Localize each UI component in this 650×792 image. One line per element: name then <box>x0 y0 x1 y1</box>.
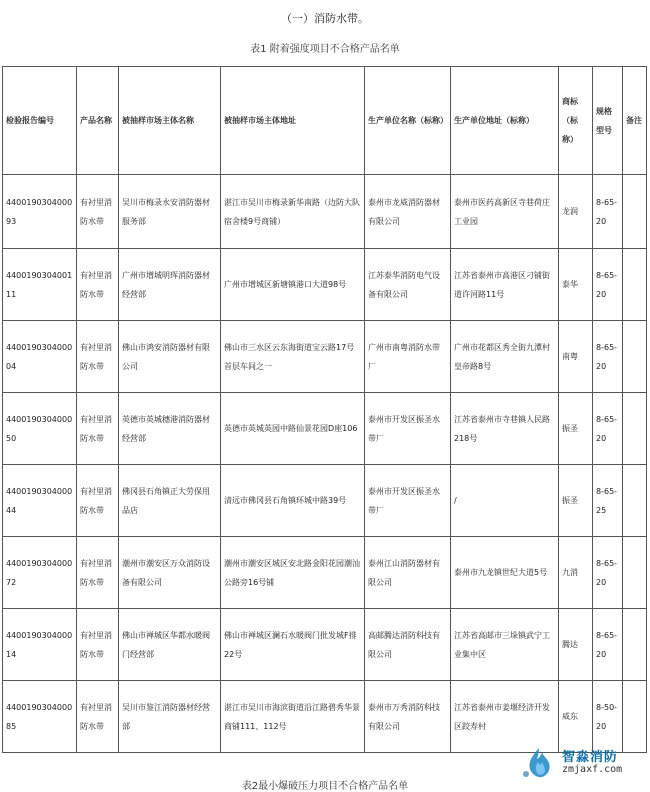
cell-manufacturer: 泰州市开发区振圣水带厂 <box>365 393 451 465</box>
cell-trademark: 振圣 <box>559 465 593 537</box>
cell-market-entity-address: 湛江市吴川市梅录新华南路（边防大队宿舍楼9号商铺） <box>221 175 365 249</box>
cell-product-name: 有衬里消防水带 <box>77 393 119 465</box>
cell-trademark: 泰华 <box>559 249 593 321</box>
table-header-row <box>3 67 647 175</box>
cell-market-entity-name: 佛山市禅城区华都水暖阀门经营部 <box>119 609 221 681</box>
cell-manufacturer: 江苏泰华消防电气设备有限公司 <box>365 249 451 321</box>
site-watermark <box>518 744 648 782</box>
cell-product-name: 有衬里消防水带 <box>77 175 119 249</box>
cell-product-name: 有衬里消防水带 <box>77 609 119 681</box>
table-row <box>3 249 647 321</box>
cell-model: 8-65-20 <box>593 609 623 681</box>
cell-remark <box>623 249 647 321</box>
cell-market-entity-address: 潮州市潮安区城区安北路金阳花园潮汕公路旁16号铺 <box>221 537 365 609</box>
cell-product-name: 有衬里消防水带 <box>77 465 119 537</box>
cell-manufacturer-address: 江苏省泰州市姜堰经济开发区跤寿村 <box>451 681 559 753</box>
cell-trademark: 振圣 <box>559 393 593 465</box>
cell-model: 8-65-20 <box>593 537 623 609</box>
header-product-name: 产品名称 <box>77 67 119 175</box>
cell-manufacturer-address: 江苏省泰州市高港区刁铺街道许河路11号 <box>451 249 559 321</box>
watermark-domain: zmjaxf.com <box>562 764 623 775</box>
cell-trademark: 九消 <box>559 537 593 609</box>
header-trademark: 商标（标称） <box>559 67 593 175</box>
cell-remark <box>623 609 647 681</box>
cell-manufacturer: 广州市南粤消防水带厂 <box>365 321 451 393</box>
cell-manufacturer-address: 泰州市医药高新区寺巷荷庄工业园 <box>451 175 559 249</box>
cell-market-entity-address: 广州市增城区新塘镇港口大道98号 <box>221 249 365 321</box>
cell-report-no: 440019030400044 <box>3 465 77 537</box>
cell-manufacturer-address: / <box>451 465 559 537</box>
cell-model: 8-65-20 <box>593 175 623 249</box>
table-title: 表1 附着强度项目不合格产品名单 <box>250 44 400 55</box>
cell-report-no: 440019030400004 <box>3 321 77 393</box>
header-manufacturer: 生产单位名称（标称） <box>365 67 451 175</box>
cell-market-entity-address: 清远市佛冈县石角镇环城中路39号 <box>221 465 365 537</box>
cell-manufacturer-address: 泰州市九龙镇世纪大道5号 <box>451 537 559 609</box>
cell-remark <box>623 681 647 753</box>
cell-report-no: 440019030400085 <box>3 681 77 753</box>
cell-report-no: 440019030400014 <box>3 609 77 681</box>
cell-model: 8-65-20 <box>593 249 623 321</box>
cell-trademark: 腾达 <box>559 609 593 681</box>
cell-market-entity-name: 广州市增城明珲消防器材经营部 <box>119 249 221 321</box>
cell-manufacturer: 泰州江山消防器材有限公司 <box>365 537 451 609</box>
cell-remark <box>623 321 647 393</box>
table-row <box>3 537 647 609</box>
cell-model: 8-65-25 <box>593 465 623 537</box>
cell-manufacturer: 泰州市万秀消防科技有限公司 <box>365 681 451 753</box>
watermark-brand: 智淼消防 <box>562 750 619 765</box>
cell-remark <box>623 175 647 249</box>
cell-manufacturer: 高邮腾达消防科技有限公司 <box>365 609 451 681</box>
header-remark: 备注 <box>623 67 647 175</box>
cell-market-entity-address: 英德市英城英园中路仙景花园D座106 <box>221 393 365 465</box>
cell-market-entity-address: 湛江市吴川市海滨街道沿江路碧秀华景商铺111、112号 <box>221 681 365 753</box>
cell-product-name: 有衬里消防水带 <box>77 321 119 393</box>
cell-manufacturer: 泰州市开发区振圣水带厂 <box>365 465 451 537</box>
cell-manufacturer-address: 江苏省泰州市寺巷镇人民路218号 <box>451 393 559 465</box>
section-heading: （一）消防水带。 <box>281 12 369 25</box>
cell-manufacturer-address: 广州市花都区秀全街九潭村皇帝路8号 <box>451 321 559 393</box>
noncompliant-products-table-wrapper <box>2 66 646 753</box>
cell-report-no: 440019030400050 <box>3 393 77 465</box>
cell-trademark: 龙润 <box>559 175 593 249</box>
header-manufacturer-address: 生产单位地址（标称） <box>451 67 559 175</box>
cell-market-entity-address: 佛山市三水区云东海街道宝云路17号首层车间之一 <box>221 321 365 393</box>
header-model: 规格型号 <box>593 67 623 175</box>
table-row <box>3 393 647 465</box>
cell-model: 8-65-20 <box>593 393 623 465</box>
table-row <box>3 321 647 393</box>
cell-model: 8-65-20 <box>593 321 623 393</box>
header-market-entity-name: 被抽样市场主体名称 <box>119 67 221 175</box>
cell-market-entity-name: 吴川市梅录永安消防器材服务部 <box>119 175 221 249</box>
cell-model: 8-50-20 <box>593 681 623 753</box>
cell-market-entity-name: 吴川市鉴江消防器材经营部 <box>119 681 221 753</box>
cell-market-entity-name: 佛山市鸿安消防器材有限公司 <box>119 321 221 393</box>
cell-remark <box>623 465 647 537</box>
header-market-entity-address: 被抽样市场主体地址 <box>221 67 365 175</box>
cell-product-name: 有衬里消防水带 <box>77 249 119 321</box>
table-row <box>3 465 647 537</box>
cell-market-entity-address: 佛山市禅城区澜石水暖阀门批发城F排22号 <box>221 609 365 681</box>
cell-product-name: 有衬里消防水带 <box>77 681 119 753</box>
header-report-no: 检验报告编号 <box>3 67 77 175</box>
cell-report-no: 440019030400111 <box>3 249 77 321</box>
cell-report-no: 440019030400072 <box>3 537 77 609</box>
table-row <box>3 681 647 753</box>
table2-caption: 表2最小爆破压力项目不合格产品名单 <box>241 781 409 792</box>
flame-logo-icon <box>518 744 560 782</box>
cell-market-entity-name: 佛冈县石角镇正大劳保用品店 <box>119 465 221 537</box>
table-row <box>3 175 647 249</box>
table-row <box>3 609 647 681</box>
cell-market-entity-name: 英德市英城穗港消防器材经营部 <box>119 393 221 465</box>
cell-trademark: 威东 <box>559 681 593 753</box>
cell-manufacturer-address: 江苏省高邮市三垛镇武宁工业集中区 <box>451 609 559 681</box>
cell-market-entity-name: 潮州市潮安区万众消防设备有限公司 <box>119 537 221 609</box>
cell-manufacturer: 泰州市龙威消防器材有限公司 <box>365 175 451 249</box>
cell-report-no: 440019030400093 <box>3 175 77 249</box>
table-body <box>3 175 647 753</box>
noncompliant-products-table <box>2 66 647 753</box>
cell-remark <box>623 537 647 609</box>
cell-product-name: 有衬里消防水带 <box>77 537 119 609</box>
cell-remark <box>623 393 647 465</box>
cell-trademark: 南粤 <box>559 321 593 393</box>
